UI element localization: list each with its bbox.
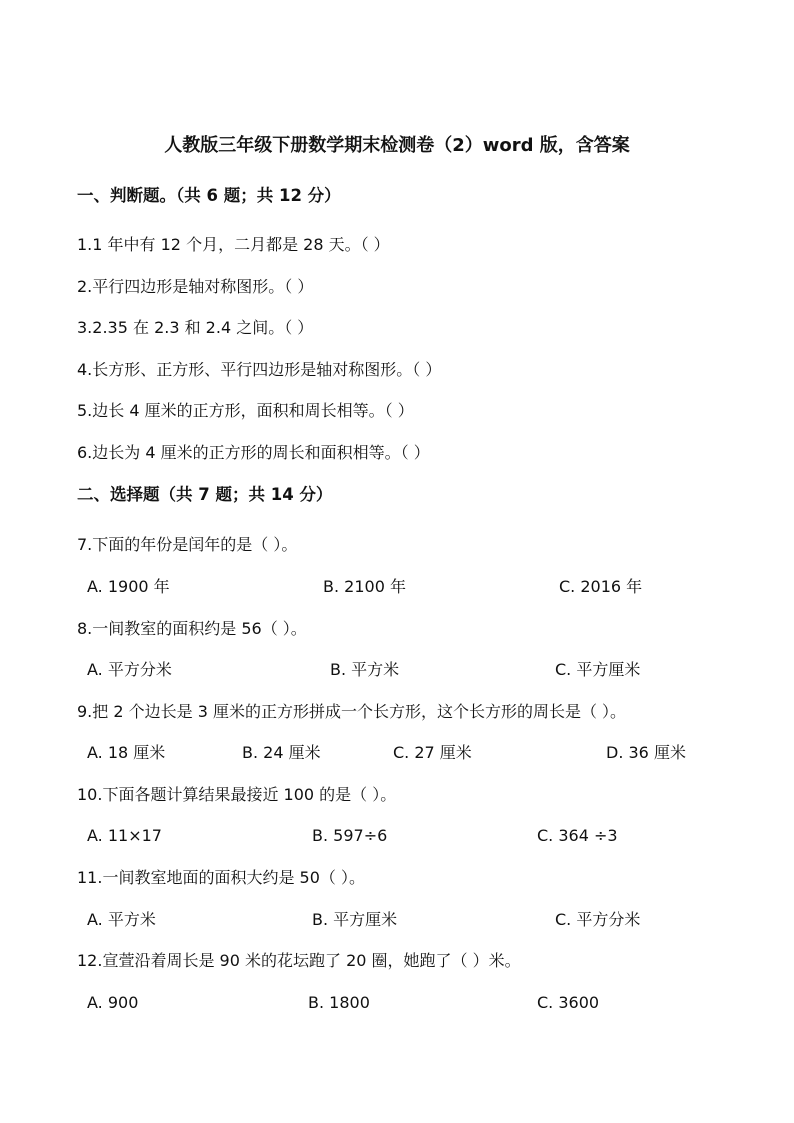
question-8-option-a: A. 平方分米 [87, 660, 172, 679]
question-10-option-b: B. 597÷6 [312, 826, 388, 845]
question-9-option-b: B. 24 厘米 [242, 743, 321, 762]
question-5: 5.边长 4 厘米的正方形，面积和周长相等。（ ） [77, 401, 414, 420]
question-10-option-c: C. 364 ÷3 [537, 826, 618, 845]
document-title: 人教版三年级下册数学期末检测卷（2）word 版，含答案 [164, 135, 630, 156]
section-heading-judgement: 一、判断题。（共 6 题；共 12 分） [77, 186, 341, 205]
question-7-option-c: C. 2016 年 [559, 577, 643, 596]
question-4: 4.长方形、正方形、平行四边形是轴对称图形。（ ） [77, 360, 442, 379]
question-11-option-a: A. 平方米 [87, 910, 156, 929]
question-6: 6.边长为 4 厘米的正方形的周长和面积相等。（ ） [77, 443, 430, 462]
question-9-option-c: C. 27 厘米 [393, 743, 472, 762]
question-11-option-c: C. 平方分米 [555, 910, 641, 929]
question-7: 7.下面的年份是闰年的是（ ）。 [77, 535, 298, 554]
question-7-option-b: B. 2100 年 [323, 577, 406, 596]
question-12-option-a: A. 900 [87, 993, 139, 1012]
question-3: 3.2.35 在 2.3 和 2.4 之间。（ ） [77, 318, 314, 337]
question-10: 10.下面各题计算结果最接近 100 的是（ ）。 [77, 785, 397, 804]
question-12-option-c: C. 3600 [537, 993, 600, 1012]
question-7-option-a: A. 1900 年 [87, 577, 170, 596]
section-heading-choice: 二、选择题（共 7 题；共 14 分） [77, 485, 333, 504]
question-10-option-a: A. 11×17 [87, 826, 162, 845]
question-11: 11.一间教室地面的面积大约是 50（ ）。 [77, 868, 365, 887]
question-8-option-b: B. 平方米 [330, 660, 400, 679]
question-12: 12.宣萱沿着周长是 90 米的花坛跑了 20 圈，她跑了（ ）米。 [77, 951, 521, 970]
question-11-option-b: B. 平方厘米 [312, 910, 398, 929]
question-9-option-d: D. 36 厘米 [606, 743, 686, 762]
question-8-option-c: C. 平方厘米 [555, 660, 641, 679]
question-8: 8.一间教室的面积约是 56（ ）。 [77, 619, 307, 638]
question-12-option-b: B. 1800 [308, 993, 370, 1012]
question-2: 2.平行四边形是轴对称图形。（ ） [77, 277, 314, 296]
question-9: 9.把 2 个边长是 3 厘米的正方形拼成一个长方形，这个长方形的周长是（ ）。 [77, 702, 627, 721]
question-1: 1.1 年中有 12 个月，二月都是 28 天。（ ） [77, 235, 390, 254]
question-9-option-a: A. 18 厘米 [87, 743, 166, 762]
